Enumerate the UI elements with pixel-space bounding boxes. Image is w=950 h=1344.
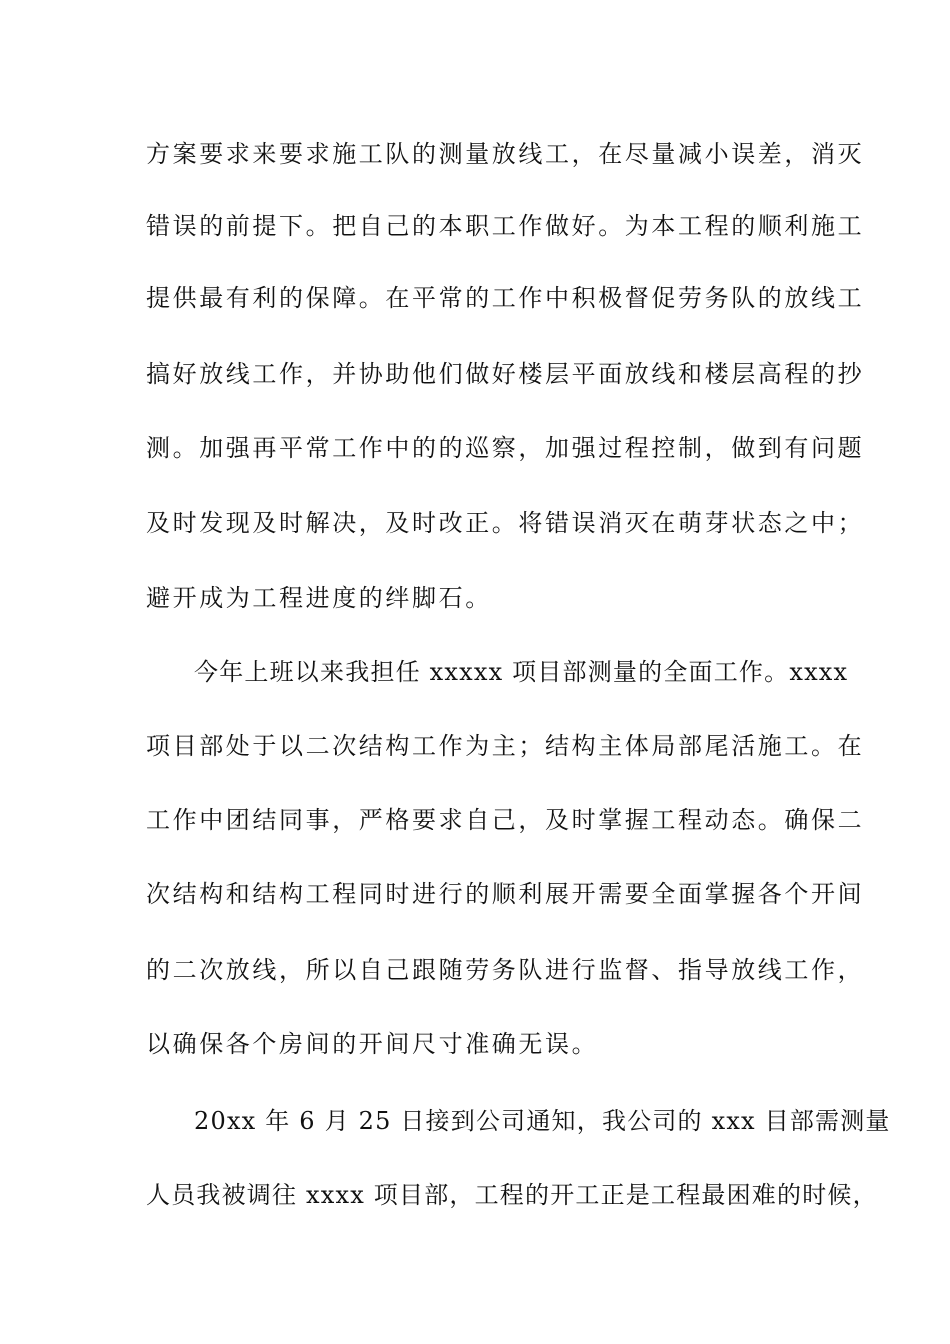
- paragraph-line: 的二次放线，所以自己跟随劳务队进行监督、指导放线工作，: [146, 956, 865, 984]
- paragraph-line: 错误的前提下。把自己的本职工作做好。为本工程的顺利施工: [146, 212, 865, 240]
- paragraph-first-line: 今年上班以来我担任 xxxxx 项目部测量的全面工作。xxxx: [194, 658, 849, 686]
- paragraph-line: 次结构和结构工程同时进行的顺利展开需要全面掌握各个开间: [146, 880, 865, 908]
- paragraph-line: 工作中团结同事，严格要求自己，及时掌握工程动态。确保二: [146, 806, 865, 834]
- paragraph-line: 测。加强再平常工作中的的巡察，加强过程控制，做到有问题: [146, 434, 865, 462]
- paragraph-line: 以确保各个房间的开间尺寸准确无误。: [146, 1030, 599, 1058]
- paragraph-line: 方案要求来要求施工队的测量放线工，在尽量减小误差，消灭: [146, 140, 865, 168]
- paragraph-line: 及时发现及时解决，及时改正。将错误消灭在萌芽状态之中；: [146, 509, 865, 537]
- paragraph-line: 人员我被调往 xxxx 项目部，工程的开工正是工程最困难的时候，: [146, 1181, 878, 1209]
- paragraph-line: 提供最有利的保障。在平常的工作中积极督促劳务队的放线工: [146, 284, 865, 312]
- paragraph-line: 项目部处于以二次结构工作为主；结构主体局部尾活施工。在: [146, 732, 865, 760]
- paragraph-first-line: 20xx 年 6 月 25 日接到公司通知，我公司的 xxx 目部需测量: [194, 1107, 891, 1135]
- paragraph-line: 避开成为工程进度的绊脚石。: [146, 584, 492, 612]
- paragraph-line: 搞好放线工作，并协助他们做好楼层平面放线和楼层高程的抄: [146, 360, 865, 388]
